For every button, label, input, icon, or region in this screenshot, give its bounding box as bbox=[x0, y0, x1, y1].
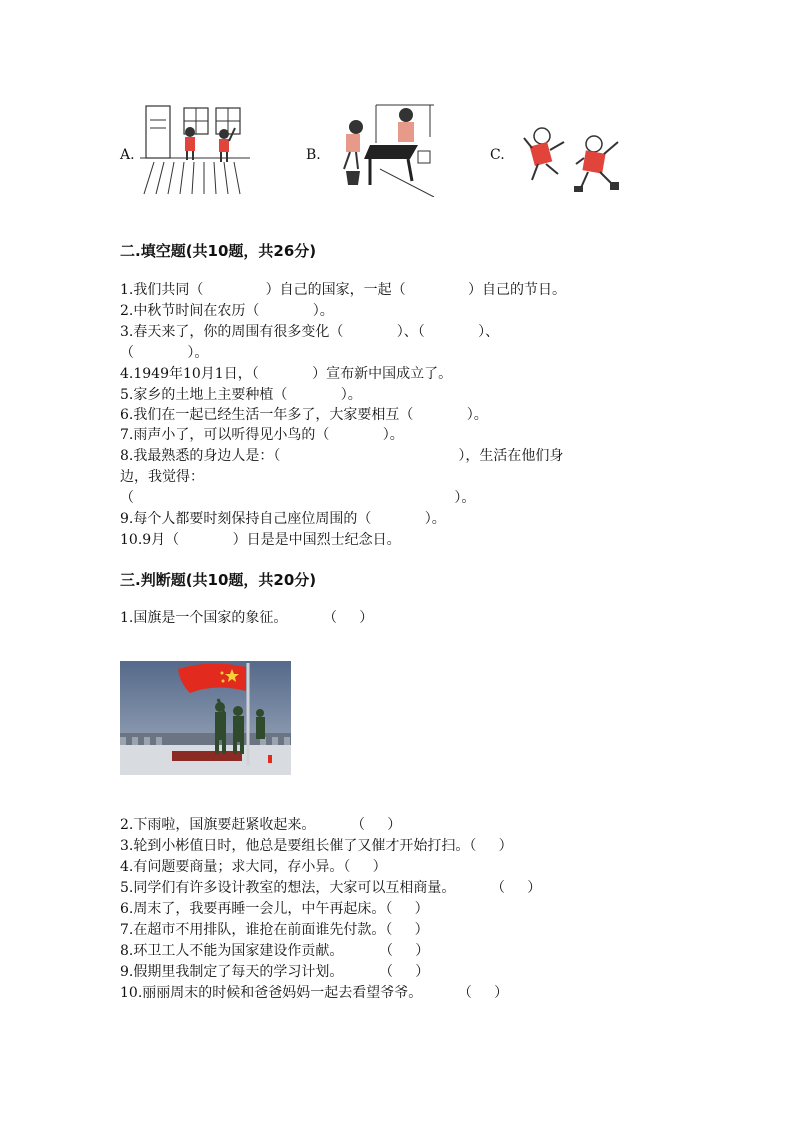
fill-line-4: 4.1949年10月1日，（ ）宣布新中国成立了。 bbox=[120, 366, 453, 382]
judge-line-5: 5.同学们有许多设计教室的想法，大家可以互相商量。 （ ） bbox=[120, 880, 542, 896]
fill-line-3: 3.春天来了，你的周围有很多变化（ ）、（ ）、 bbox=[120, 324, 500, 340]
fill-line-8b: 边，我觉得： bbox=[120, 469, 204, 485]
option-b-illustration bbox=[330, 103, 436, 197]
judge-line-6: 6.周末了，我要再睡一会儿，中午再起床。（ ） bbox=[120, 901, 429, 917]
option-b-label: B. bbox=[306, 147, 321, 163]
fill-line-7: 7.雨声小了，可以听得见小鸟的（ ）。 bbox=[120, 427, 404, 443]
fill-line-9: 9.每个人都要时刻保持自己座位周围的（ ）。 bbox=[120, 511, 446, 527]
judge-line-9: 9.假期里我制定了每天的学习计划。 （ ） bbox=[120, 964, 430, 980]
option-c-illustration bbox=[518, 124, 628, 196]
fill-line-1: 1.我们共同（ ）自己的国家，一起（ ）自己的节日。 bbox=[120, 282, 566, 298]
option-a-illustration bbox=[140, 104, 250, 196]
fill-line-2: 2.中秋节时间在农历（ ）。 bbox=[120, 303, 334, 319]
fill-line-8: 8.我最熟悉的身边人是：（ ），生活在他们身 bbox=[120, 448, 564, 464]
judge-line-7: 7.在超市不用排队，谁抢在前面谁先付款。（ ） bbox=[120, 922, 429, 938]
judge-line-1: 1.国旗是一个国家的象征。 （ ） bbox=[120, 610, 374, 626]
option-c-label: C. bbox=[490, 147, 505, 163]
judge-line-3: 3.轮到小彬值日时，他总是要组长催了又催才开始打扫。（ ） bbox=[120, 838, 513, 854]
fill-line-6: 6.我们在一起已经生活一年多了，大家要相互（ ）。 bbox=[120, 407, 488, 423]
fill-line-5: 5.家乡的土地上主要种植（ ）。 bbox=[120, 387, 362, 403]
judge-line-10: 10.丽丽周末的时候和爸爸妈妈一起去看望爷爷。 （ ） bbox=[120, 985, 509, 1001]
judge-line-8: 8.环卫工人不能为国家建设作贡献。 （ ） bbox=[120, 943, 430, 959]
judge-line-2: 2.下雨啦，国旗要赶紧收起来。 （ ） bbox=[120, 817, 402, 833]
fill-line-3b: （ ）。 bbox=[120, 345, 209, 361]
judge-line-4: 4.有问题要商量；求大同，存小异。（ ） bbox=[120, 859, 387, 875]
fill-line-10: 10.9月（ ）日是是中国烈士纪念日。 bbox=[120, 532, 401, 548]
option-a-label: A. bbox=[120, 147, 135, 163]
fill-line-8c: （ ）。 bbox=[120, 490, 476, 506]
section3-title: 三.判断题(共10题，共20分) bbox=[120, 571, 317, 589]
section2-title: 二.填空题(共10题，共26分) bbox=[120, 242, 317, 260]
flag-raising-photo bbox=[120, 661, 291, 775]
